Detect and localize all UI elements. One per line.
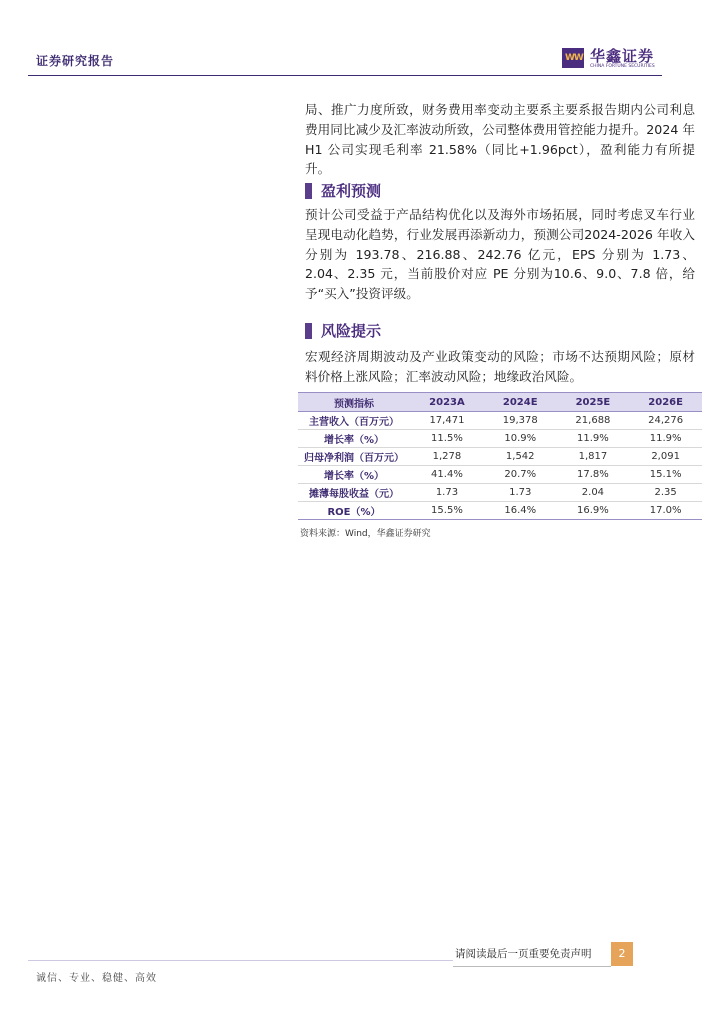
logo-name-cn: 华鑫证券: [590, 47, 655, 65]
forecast-table: [298, 392, 702, 520]
table-row: [298, 502, 702, 520]
row-label: 归母净利润（百万元）: [298, 448, 410, 466]
table-cell: 16.4%: [484, 502, 557, 520]
table-source-note: 资料来源：Wind，华鑫证券研究: [300, 529, 431, 539]
column-header: 2025E: [557, 393, 630, 412]
section-bar-icon: [305, 183, 312, 199]
table-cell: 2.04: [557, 484, 630, 502]
table-cell: 2.35: [629, 484, 702, 502]
table-cell: 11.9%: [557, 430, 630, 448]
table-cell: 1,817: [557, 448, 630, 466]
column-header: 2023A: [410, 393, 484, 412]
table-cell: 11.9%: [629, 430, 702, 448]
table-cell: 15.1%: [629, 466, 702, 484]
row-label: 主营收入（百万元）: [298, 412, 410, 430]
logo-name-en: CHINA FORTUNE SECURITIES: [590, 64, 655, 69]
table-cell: 41.4%: [410, 466, 484, 484]
section-bar-icon: [305, 323, 312, 339]
section-title: 盈利预测: [321, 182, 382, 200]
table-row: [298, 484, 702, 502]
table-cell: 15.5%: [410, 502, 484, 520]
table-cell: 1,278: [410, 448, 484, 466]
row-label: ROE（%）: [298, 502, 410, 520]
column-header: 预测指标: [298, 393, 410, 412]
column-header: 2026E: [629, 393, 702, 412]
footer-divider: [28, 960, 453, 961]
table-cell: 20.7%: [484, 466, 557, 484]
table-cell: 1.73: [410, 484, 484, 502]
row-label: 摊薄每股收益（元）: [298, 484, 410, 502]
table-cell: 16.9%: [557, 502, 630, 520]
header-divider: [28, 75, 662, 76]
paragraph-expense-analysis: 局、推广力度所致，财务费用率变动主要系主要系报告期内公司利息费用同比减少及汇率波动所致，公司整体费用管控能力提升。2024 年 H1 公司实现毛利率 21.58%（同比+1.96pct），盈利能力有所提升。: [305, 102, 695, 177]
table-cell: 10.9%: [484, 430, 557, 448]
column-header: 2024E: [484, 393, 557, 412]
table-cell: 1.73: [484, 484, 557, 502]
row-label: 增长率（%）: [298, 466, 410, 484]
company-logo: [562, 46, 662, 72]
table-cell: 19,378: [484, 412, 557, 430]
disclaimer-link[interactable]: 请阅读最后一页重要免责声明: [455, 948, 592, 960]
table-cell: 2,091: [629, 448, 702, 466]
table-header-row: [298, 393, 702, 412]
table-row: [298, 412, 702, 430]
section-title: 风险提示: [321, 322, 382, 340]
table-row: [298, 430, 702, 448]
company-motto: 诚信、专业、稳健、高效: [36, 973, 157, 984]
table-cell: 24,276: [629, 412, 702, 430]
table-cell: 17,471: [410, 412, 484, 430]
table-cell: 21,688: [557, 412, 630, 430]
table-cell: 11.5%: [410, 430, 484, 448]
paragraph-risk: 宏观经济周期波动及产业政策变动的风险；市场不达预期风险；原材料价格上涨风险；汇率波动风险；地缘政治风险。: [305, 349, 695, 384]
table-cell: 1,542: [484, 448, 557, 466]
report-type-label: 证券研究报告: [36, 54, 115, 68]
table-row: [298, 466, 702, 484]
table-row: [298, 448, 702, 466]
table-cell: 17.8%: [557, 466, 630, 484]
logo-mark-icon: WW: [562, 48, 584, 68]
table-cell: 17.0%: [629, 502, 702, 520]
page-number: 2: [611, 942, 633, 966]
row-label: 增长率（%）: [298, 430, 410, 448]
paragraph-forecast: 预计公司受益于产品结构优化以及海外市场拓展，同时考虑叉车行业呈现电动化趋势，行业发展再添新动力，预测公司2024-2026 年收入分别为 193.78、216.88、242.76 亿元，EPS 分别为 1.73、2.04、2.35 元，当前股价对应 PE 分别为10.6、9.0、7.8 倍，给予“买入”投资评级。: [305, 207, 695, 302]
